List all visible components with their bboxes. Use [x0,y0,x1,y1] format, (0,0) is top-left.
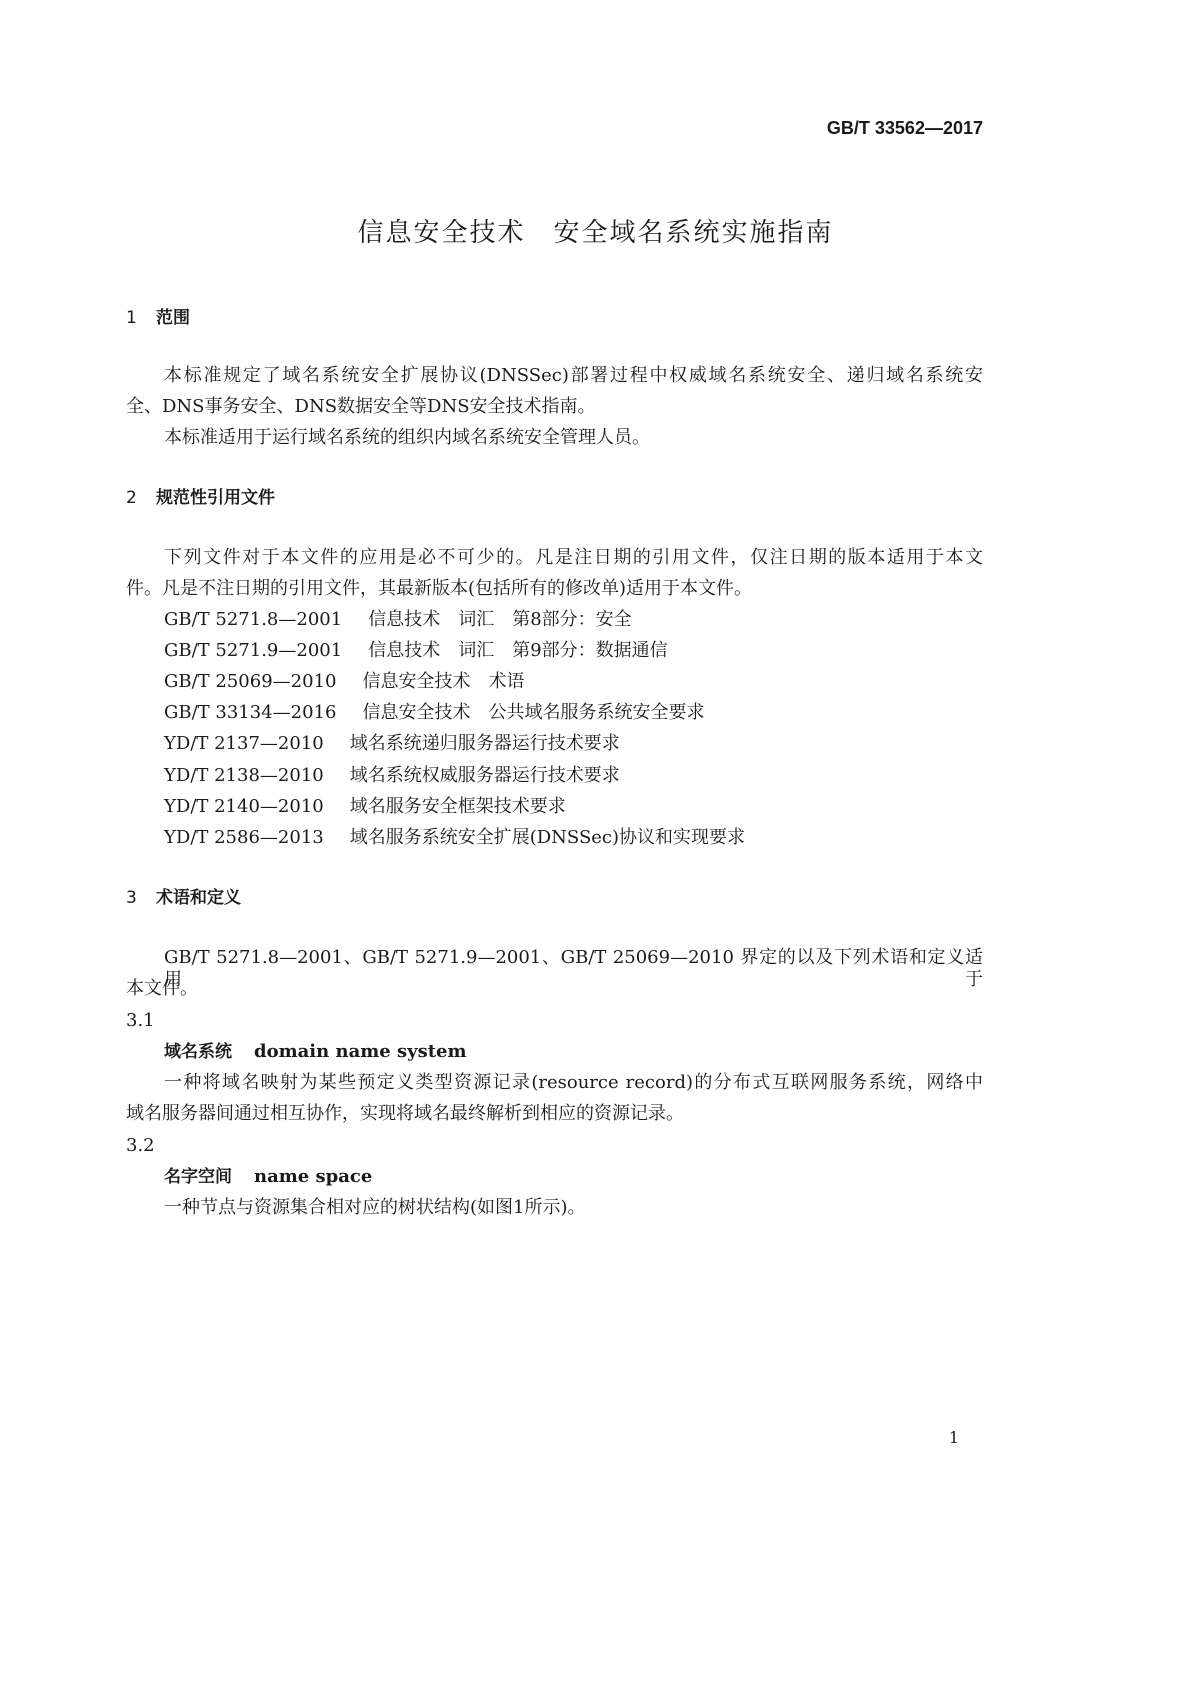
paragraph-line: 本标准规定了域名系统安全扩展协议(DNSSec)部署过程中权威域名系统安全、递归域名系统安 [164,365,983,386]
section-title: 规范性引用文件 [156,488,275,508]
term-en: domain name system [254,1041,467,1062]
section-1-heading [126,307,190,329]
paragraph: 本标准适用于运行域名系统的组织内域名系统安全管理人员。 [164,427,650,448]
section-title: 范围 [156,308,190,328]
reference-item [164,765,620,787]
reference-item [164,609,632,631]
term-number: 3.2 [126,1135,155,1156]
reference-item [164,827,745,849]
section-number: 3 [126,888,137,908]
reference-code: GB/T 5271.8—2001 [164,609,343,630]
section-number: 2 [126,488,137,508]
section-2-heading [126,487,275,509]
reference-item [164,796,566,818]
reference-title: 信息技术 词汇 第9部分：数据通信 [368,640,668,662]
reference-code: GB/T 5271.9—2001 [164,640,343,662]
paragraph-line: 全、DNS事务安全、DNS数据安全等DNS安全技术指南。 [126,396,596,417]
reference-title: 域名系统递归服务器运行技术要求 [349,733,620,755]
reference-title: 域名服务系统安全扩展(DNSSec)协议和实现要求 [349,826,746,848]
reference-code: YD/T 2137—2010 [164,733,324,755]
section-3-heading [126,887,241,909]
paragraph-line: 件。凡是不注日期的引用文件，其最新版本(包括所有的修改单)适用于本文件。 [126,578,753,599]
reference-title: 域名服务安全框架技术要求 [349,795,566,817]
reference-code: YD/T 2140—2010 [164,795,324,817]
reference-title: 域名系统权威服务器运行技术要求 [349,764,620,786]
reference-item [164,640,668,662]
section-number: 1 [126,308,137,328]
definition-line: 一种将域名映射为某些预定义类型资源记录(resource record)的分布式互联网服务系统，网络中 [164,1072,983,1093]
reference-title: 信息安全技术 公共域名服务系统安全要求 [362,702,705,724]
reference-code: YD/T 2138—2010 [164,764,324,786]
reference-code: YD/T 2586—2013 [164,826,324,848]
paragraph-line: GB/T 5271.8—2001、GB/T 5271.9—2001、GB/T 25069—2010 界定的以及下列术语和定义适用于 [164,947,983,990]
standard-number: GB/T 33562—2017 [826,118,983,138]
reference-item [164,671,524,693]
term-en: name space [254,1166,373,1187]
reference-title: 信息技术 词汇 第8部分：安全 [368,609,632,630]
section-title: 术语和定义 [156,888,241,908]
reference-title: 信息安全技术 术语 [362,671,525,693]
term-zh: 名字空间 [164,1167,232,1187]
term-heading [164,1041,467,1063]
definition-line: 域名服务器间通过相互协作，实现将域名最终解析到相应的资源记录。 [126,1103,684,1124]
reference-code: GB/T 25069—2010 [164,671,337,693]
reference-item [164,702,704,724]
document-title: 信息安全技术 安全域名系统实施指南 [357,218,834,248]
paragraph-line: 下列文件对于本文件的应用是必不可少的。凡是注日期的引用文件，仅注日期的版本适用于本文 [164,547,983,568]
term-zh: 域名系统 [164,1042,232,1062]
term-heading [164,1166,372,1188]
page-number: 1 [948,1428,959,1447]
reference-item [164,733,620,755]
paragraph-line: 本文件。 [126,978,198,999]
definition-line: 一种节点与资源集合相对应的树状结构(如图1所示)。 [164,1197,586,1218]
reference-code: GB/T 33134—2016 [164,702,337,724]
term-number: 3.1 [126,1010,155,1031]
